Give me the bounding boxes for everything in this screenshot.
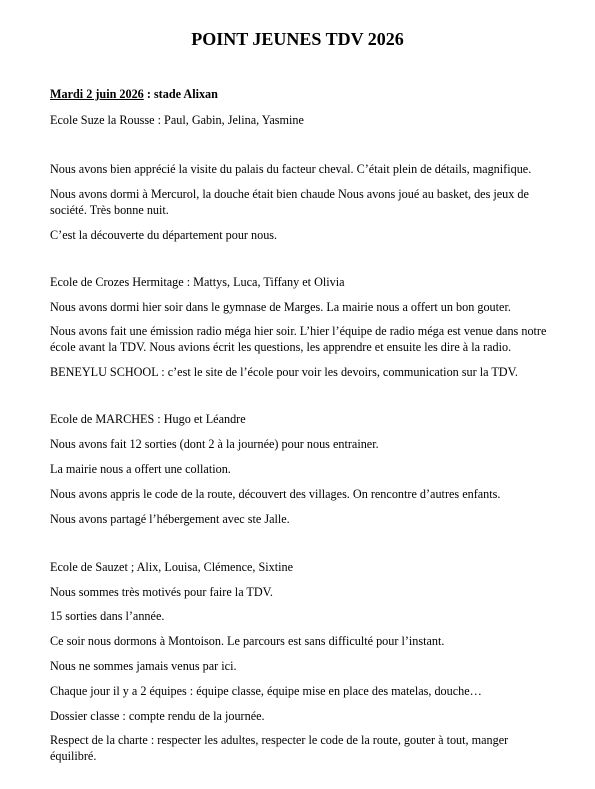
section-crozes-hermitage [50, 274, 550, 290]
paragraph-text: C’est la découverte du département pour nous. [50, 228, 278, 242]
paragraph [50, 486, 550, 502]
paragraph [50, 436, 550, 452]
paragraph-text: 15 sorties dans l’année. [50, 609, 165, 623]
paragraph [50, 364, 550, 380]
paragraph [50, 584, 550, 600]
paragraph-text: Dossier classe : compte rendu de la journée. [50, 709, 265, 723]
paragraph-text: Nous ne sommes jamais venus par ici. [50, 659, 237, 673]
paragraph [50, 608, 550, 624]
paragraph [50, 323, 550, 355]
paragraph [50, 299, 550, 315]
date-heading-place: : stade Alixan [143, 87, 218, 101]
date-heading [50, 86, 218, 102]
paragraph-text: Nous avons dormi à Mercurol, la douche était bien chaude Nous avons joué au basket, des jeux de société. Très bonne nuit. [50, 187, 529, 217]
date-heading-date: Mardi 2 juin 2026 [50, 87, 144, 101]
paragraph-text: Ce soir nous dormons à Montoison. Le parcours est sans difficulté pour l’instant. [50, 634, 445, 648]
paragraph-text: Respect de la charte : respecter les adultes, respecter le code de la route, gouter à tout, manger équilibré. [50, 733, 509, 763]
paragraph-text: Chaque jour il y a 2 équipes : équipe classe, équipe mise en place des matelas, douche… [50, 684, 482, 698]
paragraph [50, 633, 550, 649]
paragraph [50, 186, 550, 218]
school-heading: Ecole de Crozes Hermitage : Mattys, Luca, Tiffany et Olivia [50, 275, 345, 289]
section-sauzet [50, 559, 550, 575]
paragraph [50, 511, 550, 527]
paragraph-text: Nous avons fait une émission radio méga hier soir. L’hier l’équipe de radio méga est venue dans notre école avant la TDV. Nous avions écrit les questions, les apprendre et ensuite les dire à la radio. [50, 324, 547, 354]
paragraph [50, 683, 550, 699]
paragraph [50, 461, 550, 477]
paragraph-text: Nous sommes très motivés pour faire la TDV. [50, 585, 273, 599]
section-marches [50, 411, 550, 427]
paragraph [50, 227, 550, 243]
paragraph-text: Nous avons bien apprécié la visite du palais du facteur cheval. C’était plein de détails, magnifique. [50, 162, 532, 176]
paragraph [50, 161, 550, 177]
paragraph-text: Nous avons appris le code de la route, découvert des villages. On rencontre d’autres enfants. [50, 487, 501, 501]
paragraph [50, 708, 550, 724]
paragraph-text: BENEYLU SCHOOL : c’est le site de l’école pour voir les devoirs, communication sur la TDV. [50, 365, 518, 379]
section-suze-la-rousse [50, 112, 550, 128]
paragraph [50, 732, 550, 764]
paragraph [50, 658, 550, 674]
school-heading: Ecole Suze la Rousse : Paul, Gabin, Jelina, Yasmine [50, 113, 304, 127]
paragraph-text: Nous avons partagé l’hébergement avec ste Jalle. [50, 512, 290, 526]
school-heading: Ecole de Sauzet ; Alix, Louisa, Clémence, Sixtine [50, 560, 294, 574]
paragraph-text: Nous avons fait 12 sorties (dont 2 à la journée) pour nous entrainer. [50, 437, 379, 451]
paragraph-text: Nous avons dormi hier soir dans le gymnase de Marges. La mairie nous a offert un bon gouter. [50, 300, 511, 314]
school-heading: Ecole de MARCHES : Hugo et Léandre [50, 412, 246, 426]
paragraph-text: La mairie nous a offert une collation. [50, 462, 231, 476]
document-title: POINT JEUNES TDV 2026 [191, 29, 404, 49]
